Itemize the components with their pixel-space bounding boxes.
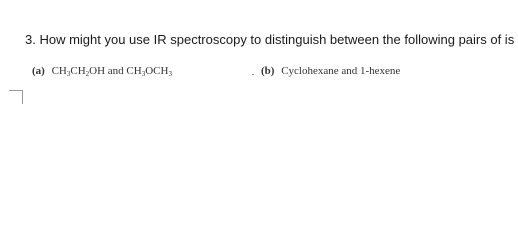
part-a-label: (a) [32,65,45,77]
question-text: 3. How might you use IR spectroscopy to distinguish between the following pairs of is [25,32,515,47]
part-b-text: Cyclohexane and 1-hexene [281,65,401,77]
formula-segment: CH [70,65,86,77]
formula-subscript: 2 [85,70,90,78]
part-b-label: (b) [261,65,275,77]
formula-subscript: 3 [168,70,172,78]
formula-segment: CH [51,65,67,77]
formula-subscript: 3 [141,70,146,78]
corner-bracket-mark [9,90,23,104]
stray-mark [252,74,254,75]
part-a-formula [52,65,172,77]
formula-segment: OCH [145,65,169,77]
formula-subscript: 3 [66,70,71,78]
formula-segment: OH and CH [89,65,142,77]
part-b [261,65,400,77]
part-a [32,65,172,78]
